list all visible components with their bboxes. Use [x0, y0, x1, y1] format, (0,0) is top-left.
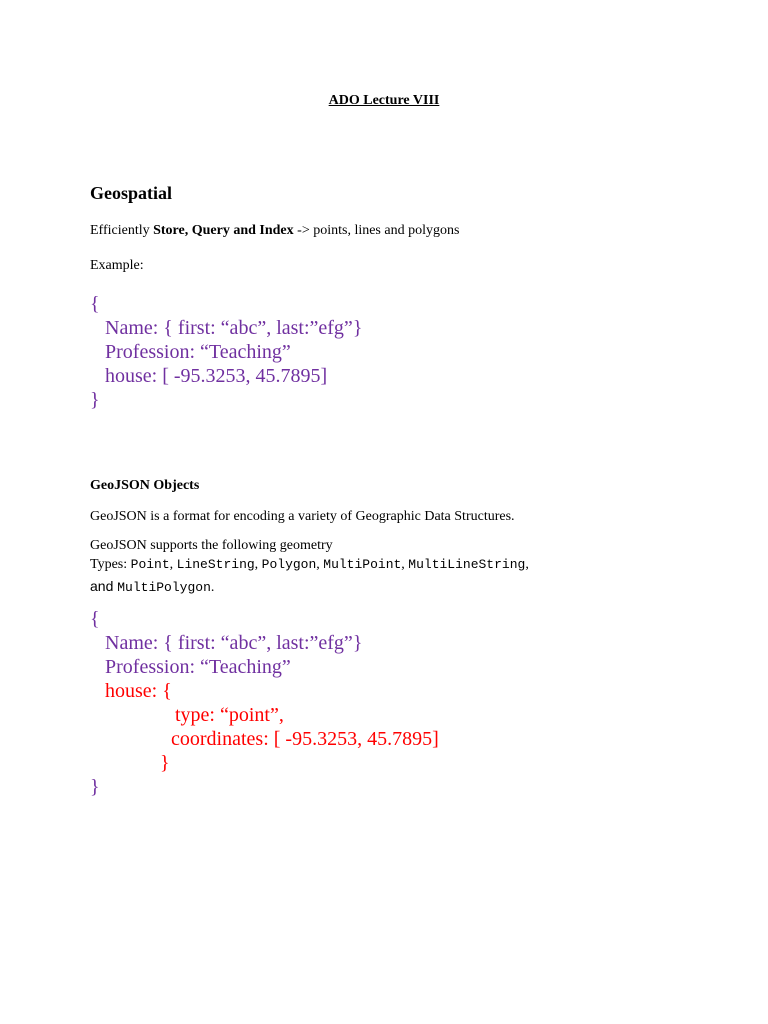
- code-block-1-open: {: [90, 293, 100, 315]
- type-multipoint: MultiPoint: [323, 557, 402, 572]
- geospatial-description: [90, 223, 459, 239]
- type-multipolygon: MultiPolygon: [117, 580, 211, 595]
- code-block-2-profession: Profession: “Teaching”: [105, 656, 291, 678]
- code-block-2-close: }: [90, 776, 100, 798]
- code-block-2-type: type: “point”,: [175, 704, 284, 726]
- section-heading-geojson: GeoJSON Objects: [90, 478, 200, 493]
- type-point: Point: [130, 557, 170, 572]
- geojson-geometry-intro: GeoJSON supports the following geometry: [90, 538, 333, 553]
- code-block-2-house-close: }: [160, 752, 170, 774]
- types-sep: ,: [254, 557, 262, 572]
- types-sep: ,: [316, 557, 324, 572]
- section-heading-geospatial: Geospatial: [90, 183, 173, 203]
- geojson-types-line-2: [90, 578, 214, 596]
- code-block-1-close: }: [90, 389, 100, 411]
- type-multilinestring: MultiLineString: [408, 557, 526, 572]
- types-sep: ,: [401, 557, 409, 572]
- example-label: Example:: [90, 258, 144, 273]
- types-sep: ,: [525, 557, 529, 572]
- geojson-types-line: [90, 557, 529, 573]
- code-block-2-open: {: [90, 608, 100, 630]
- description-suffix: -> points, lines and polygons: [293, 223, 460, 238]
- types-and: and: [90, 578, 118, 594]
- code-block-2-house-open: house: {: [105, 680, 172, 702]
- type-polygon: Polygon: [261, 557, 317, 572]
- types-end: .: [210, 580, 215, 595]
- type-linestring: LineString: [176, 557, 255, 572]
- code-block-1-name: Name: { first: “abc”, last:”efg”}: [105, 317, 363, 339]
- types-prefix: Types:: [90, 557, 131, 572]
- document-title: ADO Lecture VIII: [328, 93, 440, 108]
- code-block-2-name: Name: { first: “abc”, last:”efg”}: [105, 632, 363, 654]
- code-block-1-profession: Profession: “Teaching”: [105, 341, 291, 363]
- code-block-1-house: house: [ -95.3253, 45.7895]: [105, 365, 328, 387]
- description-bold: Store, Query and Index: [153, 223, 294, 238]
- geojson-description: GeoJSON is a format for encoding a variety of Geographic Data Structures.: [90, 509, 515, 524]
- types-sep: ,: [169, 557, 177, 572]
- code-block-2-coordinates: coordinates: [ -95.3253, 45.7895]: [171, 728, 439, 750]
- description-prefix: Efficiently: [90, 223, 154, 238]
